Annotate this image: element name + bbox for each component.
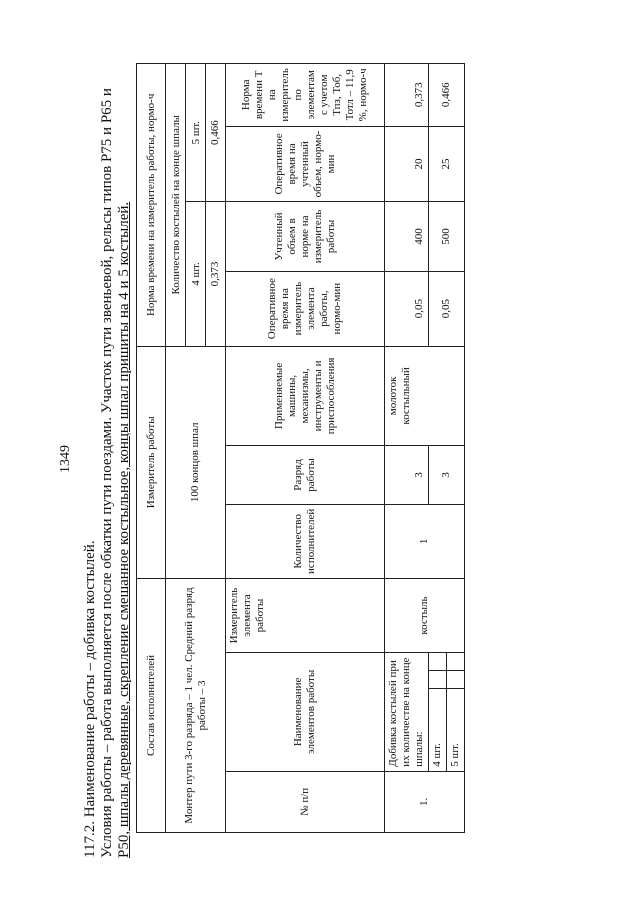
row-executors: 1 [385,504,465,578]
work-conditions-line2: Р50, шпалы деревянные, скрепление смешанное костыльное, концы шпал пришиты на 4 и 5 костылей. [116,201,132,858]
section-header [82,68,133,858]
row-volume-4: 400 [385,202,429,271]
header-measure: Измеритель работы [137,346,166,578]
measure-value-cell: 100 концов шпал [166,346,226,578]
row-element-measure: костыль [385,578,465,652]
row-sub-4-blank-b [429,653,447,671]
row-sub-4-label: 4 шт. [429,689,447,771]
spikes-4-label: 4 шт. [186,202,206,346]
row-volume-5: 500 [429,202,465,271]
rotated-page-content [82,63,482,868]
row-op-time-4: 0,05 [385,271,429,346]
header-volume: Учтенный объем в норме на измеритель работы [226,202,385,271]
section-title: 117.2. Наименование работы – добивка костылей. [82,540,98,858]
row-element-name: Добивка костылей при их количестве на конце шпалы: [385,653,429,772]
header-executors-count: Количество исполнителей [226,504,385,578]
row-counted-5: 25 [429,126,465,202]
spikes-5-label: 5 шт. [186,64,206,202]
row-counted-4: 20 [385,126,429,202]
row-op-time-5: 0,05 [429,271,465,346]
row-sub-4-blank-a [429,671,447,689]
row-norm-t-5: 0,466 [429,64,465,127]
page-number: 1349 [58,445,73,473]
row-sub-5-label: 5 шт. [447,689,465,771]
norm-4-value: 0,373 [206,202,226,346]
header-op-time: Оперативное время на измеритель элемента работы, нормо-мин [226,271,385,346]
header-grade: Разряд работы [226,446,385,505]
spikes-count-header: Количество костылей на конце шпалы [166,64,186,347]
row-norm-t-4: 0,373 [385,64,429,127]
header-num: № п/п [226,771,385,832]
row-sub-5-blank-a [447,671,465,689]
row-grade-4: 3 [385,446,429,505]
row-num: 1. [385,771,465,832]
norm-table [136,63,465,833]
work-conditions-line1: Условия работы – работа выполняется после обкатки пути поездами. Участок пути звеньевой, рельсы типов Р75 и Р65 и [99,88,115,858]
header-op-time-counted: Оперативное время на учтенный объем, нормо-мин [226,126,385,202]
header-element-measure: Измеритель элемента работы [226,578,385,652]
header-norm-t: Норма времени Т на измеритель по элементам с учетом Тпз, Тоб, Тотл – 11,9 %, нормо-ч [226,64,385,127]
header-tools: Применяемые машины, механизмы, инструменты и приспособления [226,346,385,446]
header-composition: Состав исполнителей [137,578,166,832]
header-element-name: Наименование элементов работы [226,653,385,772]
executor-cell: Монтер пути 3-го разряда – 1 чел. Средний разряд работы – 3 [166,578,226,832]
norm-5-value: 0,466 [206,64,226,202]
row-tools: молоток костыльный [385,346,465,446]
row-sub-5-blank-b [447,653,465,671]
row-grade-5: 3 [429,446,465,505]
header-norm: Норма времени на измеритель работы, нормо-ч [137,64,166,347]
